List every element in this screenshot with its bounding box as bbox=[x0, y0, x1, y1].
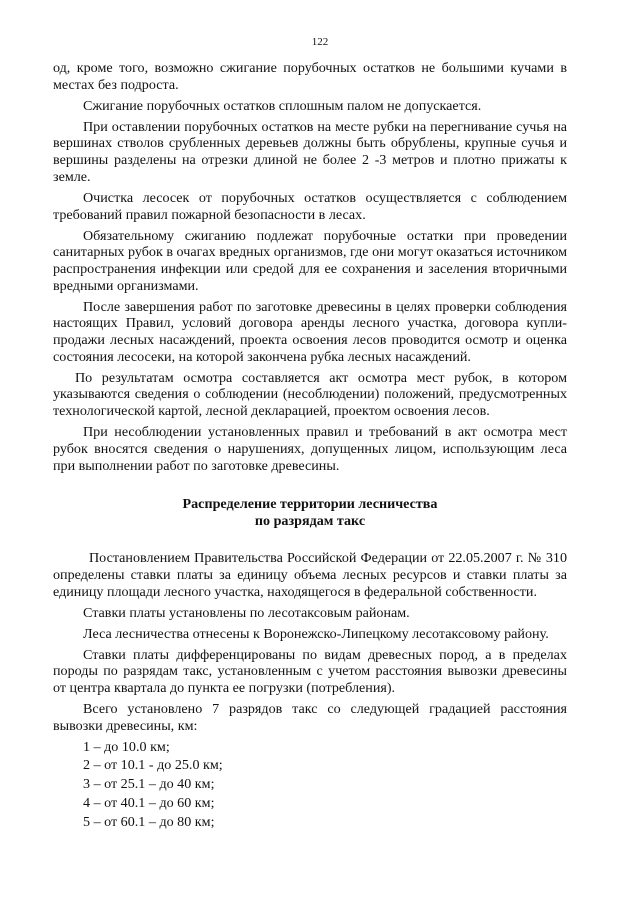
paragraph: Всего установлено 7 разрядов такс со следующей градацией расстояния вывозки древесины, км: bbox=[53, 701, 567, 734]
paragraph: При оставлении порубочных остатков на месте рубки на перегнивание сучья на вершинах стволов срубленных деревьев должны быть обрублены, крупные сучья и вершины разделены на отрезки длиной не более 2 -3 метров и плотно прижаты к земле. bbox=[53, 118, 567, 185]
section-heading-line-1: Распределение территории лесничества bbox=[182, 496, 438, 513]
list-item: 4 – от 40.1 – до 60 км; bbox=[83, 794, 215, 811]
paragraph: Сжигание порубочных остатков сплошным палом не допускается. bbox=[83, 97, 482, 114]
list-item: 1 – до 10.0 км; bbox=[83, 738, 170, 755]
paragraph: Леса лесничества отнесены к Воронежско-Липецкому лесотаксовому району. bbox=[83, 625, 549, 642]
list-item: 2 – от 10.1 - до 25.0 км; bbox=[83, 757, 223, 774]
paragraph: При несоблюдении установленных правил и требований в акт осмотра мест рубок вносятся сведения о нарушениях, допущенных лицом, использующим леса при выполнении работ по заготовке древесины. bbox=[53, 424, 567, 474]
paragraph: Очистка лесосек от порубочных остатков осуществляется с соблюдением требований правил пожарной безопасности в лесах. bbox=[53, 189, 567, 223]
tax-rank-list bbox=[53, 739, 567, 831]
list-item: 5 – от 60.1 – до 80 км; bbox=[83, 813, 215, 830]
section-heading bbox=[53, 496, 567, 530]
paragraph: Постановлением Правительства Российской Федерации от 22.05.2007 г. № 310 определены ставки платы за единицу объема лесных ресурсов и ставки платы за единицу площади лесного участка, находящегося в федеральной собственности. bbox=[53, 550, 567, 600]
paragraph: По результатам осмотра составляется акт осмотра мест рубок, в котором указываются сведения о соблюдении (несоблюдении) положений, предусмотренных технологической картой, лесной декларацией, проектом освоения лесов. bbox=[53, 369, 567, 420]
list-item: 3 – от 25.1 – до 40 км; bbox=[83, 776, 215, 793]
paragraph: После завершения работ по заготовке древесины в целях проверки соблюдения настоящих Правил, условий договора аренды лесного участка, договора купли-продажи лесных насаждений, проекта освоения лесов проводится осмотр и оценка состояния лесосеки, на которой закончена рубка лесных насаждений. bbox=[53, 298, 567, 365]
paragraph: Ставки платы установлены по лесотаксовым районам. bbox=[83, 604, 410, 621]
paragraph: од, кроме того, возможно сжигание порубочных остатков не большими кучами в местах без подроста. bbox=[53, 60, 567, 93]
page-number: 122 bbox=[311, 36, 329, 48]
section-heading-line-2: по разрядам такс bbox=[254, 513, 366, 530]
paragraph: Ставки платы дифференцированы по видам древесных пород, а в пределах породы по разрядам такс, установленным с учетом расстояния вывозки древесины от центра квартала до пункта ее погрузки (потребления). bbox=[53, 646, 567, 697]
paragraph: Обязательному сжиганию подлежат порубочные остатки при проведении санитарных рубок в очагах вредных организмов, где они могут оказаться источником распространения инфекции или средой для ее сохранения и заселения вторичными вредными организмами. bbox=[53, 227, 567, 294]
document-body bbox=[53, 60, 567, 832]
